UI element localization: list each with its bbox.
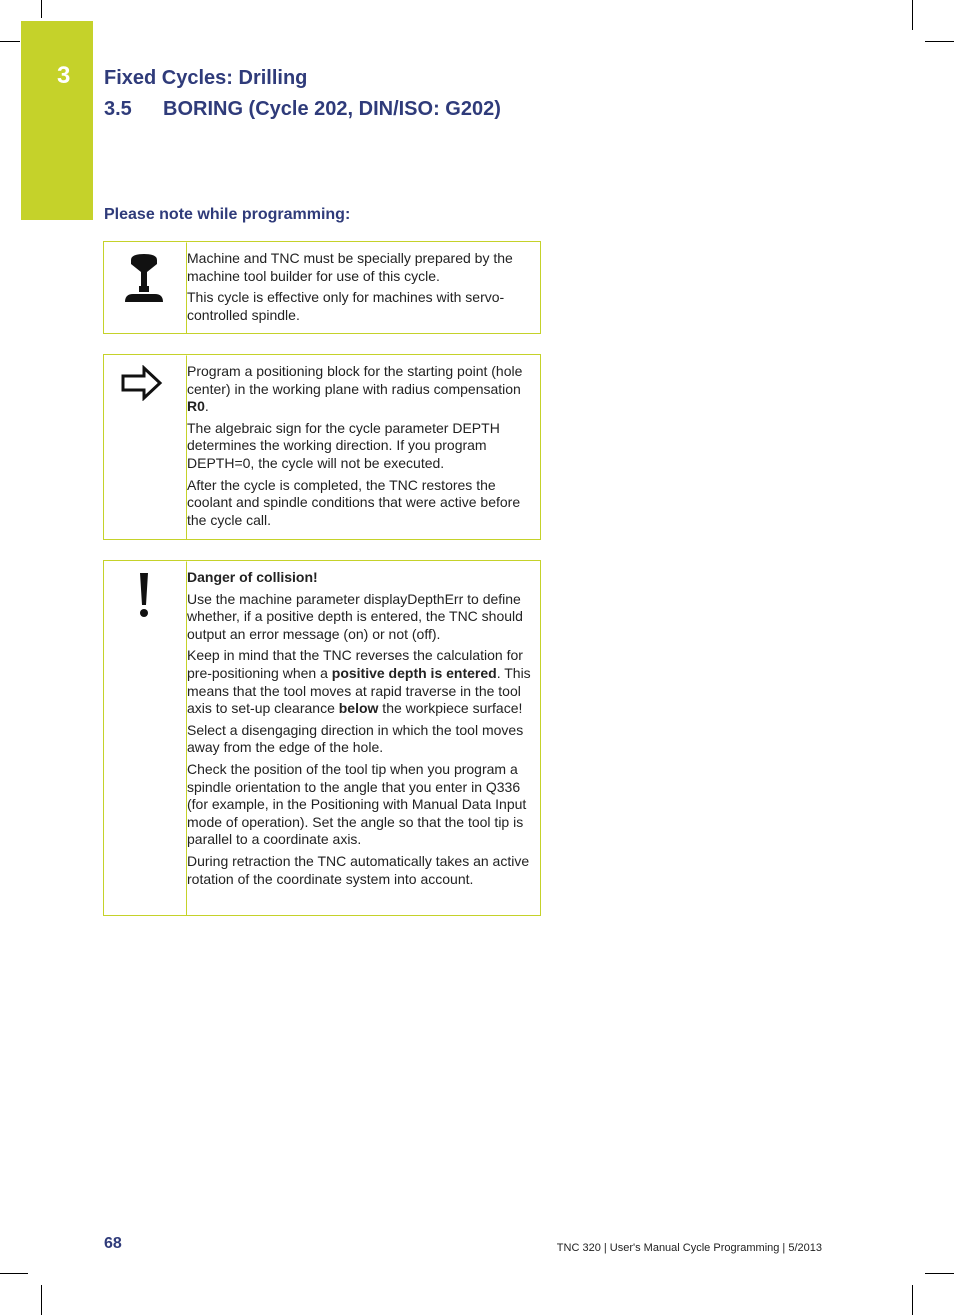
danger-note-box <box>103 560 541 916</box>
exclamation-icon <box>137 571 151 619</box>
danger-title <box>187 569 534 587</box>
danger-p2-d: below <box>338 700 379 717</box>
danger-note-text <box>187 569 534 892</box>
info-note-p3: After the cycle is completed, the TNC restores the coolant and spindle conditions that were active before the cycle call. <box>187 476 521 528</box>
info-note-p1-end: . <box>204 398 209 415</box>
crop-mark <box>0 41 20 42</box>
danger-title-text: Danger of collision! <box>187 569 318 585</box>
danger-p2-a: Keep in mind that the TNC reverses the calculation for pre-positioning when a <box>187 647 523 681</box>
crop-mark <box>0 1273 28 1274</box>
chapter-tab <box>21 21 93 220</box>
footer-text: TNC 320 | User's Manual Cycle Programming | 5/2013 <box>556 1242 822 1254</box>
crop-mark <box>912 0 913 30</box>
machine-note-box <box>103 241 541 334</box>
info-note-p1-text: Program a positioning block for the starting point (hole center) in the working plane with radius compensation <box>187 363 523 397</box>
page-number: 68 <box>104 1235 122 1252</box>
crop-mark <box>41 1285 42 1315</box>
danger-p4: Check the position of the tool tip when you program a spindle orientation to the angle that you enter in Q336 (for example, in the Positioning with Manual Data Input mode of operation). Set the angle so that the tool tip is parallel to a coordinate axis. <box>187 760 527 848</box>
info-note-p1 <box>187 363 534 416</box>
crop-mark <box>925 41 954 42</box>
chapter-title: Fixed Cycles: Drilling <box>104 67 308 89</box>
info-note-text <box>187 363 534 533</box>
machine-note-text <box>187 250 534 328</box>
danger-p3: Select a disengaging direction in which the tool moves away from the edge of the hole. <box>187 721 524 756</box>
crop-mark <box>912 1285 913 1315</box>
danger-p2 <box>187 647 534 717</box>
danger-p2-e: the workpiece surface! <box>378 700 523 717</box>
section-number: 3.5 <box>104 98 132 120</box>
crop-mark <box>41 0 42 18</box>
danger-p2-b: positive depth is entered <box>331 664 497 681</box>
chapter-number: 3 <box>57 62 71 89</box>
machine-icon <box>123 252 165 306</box>
info-note-p2: The algebraic sign for the cycle parameter DEPTH determines the working direction. If you program DEPTH=0, the cycle will not be executed. <box>187 419 500 471</box>
info-note-p1-bold: R0 <box>187 398 205 415</box>
section-title: BORING (Cycle 202, DIN/ISO: G202) <box>163 98 501 120</box>
machine-note-p2: This cycle is effective only for machines with servo-controlled spindle. <box>187 289 505 323</box>
machine-note-p1: Machine and TNC must be specially prepared by the machine tool builder for use of this cycle. <box>187 250 513 284</box>
crop-mark <box>925 1273 954 1274</box>
danger-p5: During retraction the TNC automatically takes an active rotation of the coordinate system into account. <box>187 852 530 887</box>
info-note-box <box>103 354 541 540</box>
notes-heading: Please note while programming: <box>104 206 351 223</box>
danger-p1: Use the machine parameter displayDepthErr to define whether, if a positive depth is entered, the TNC should output an error message (on) or not (off). <box>187 590 523 642</box>
arrow-right-icon <box>120 365 164 401</box>
danger-p2-c: . This means that the tool moves at rapid traverse in the tool axis to set-up clearance <box>187 664 531 717</box>
